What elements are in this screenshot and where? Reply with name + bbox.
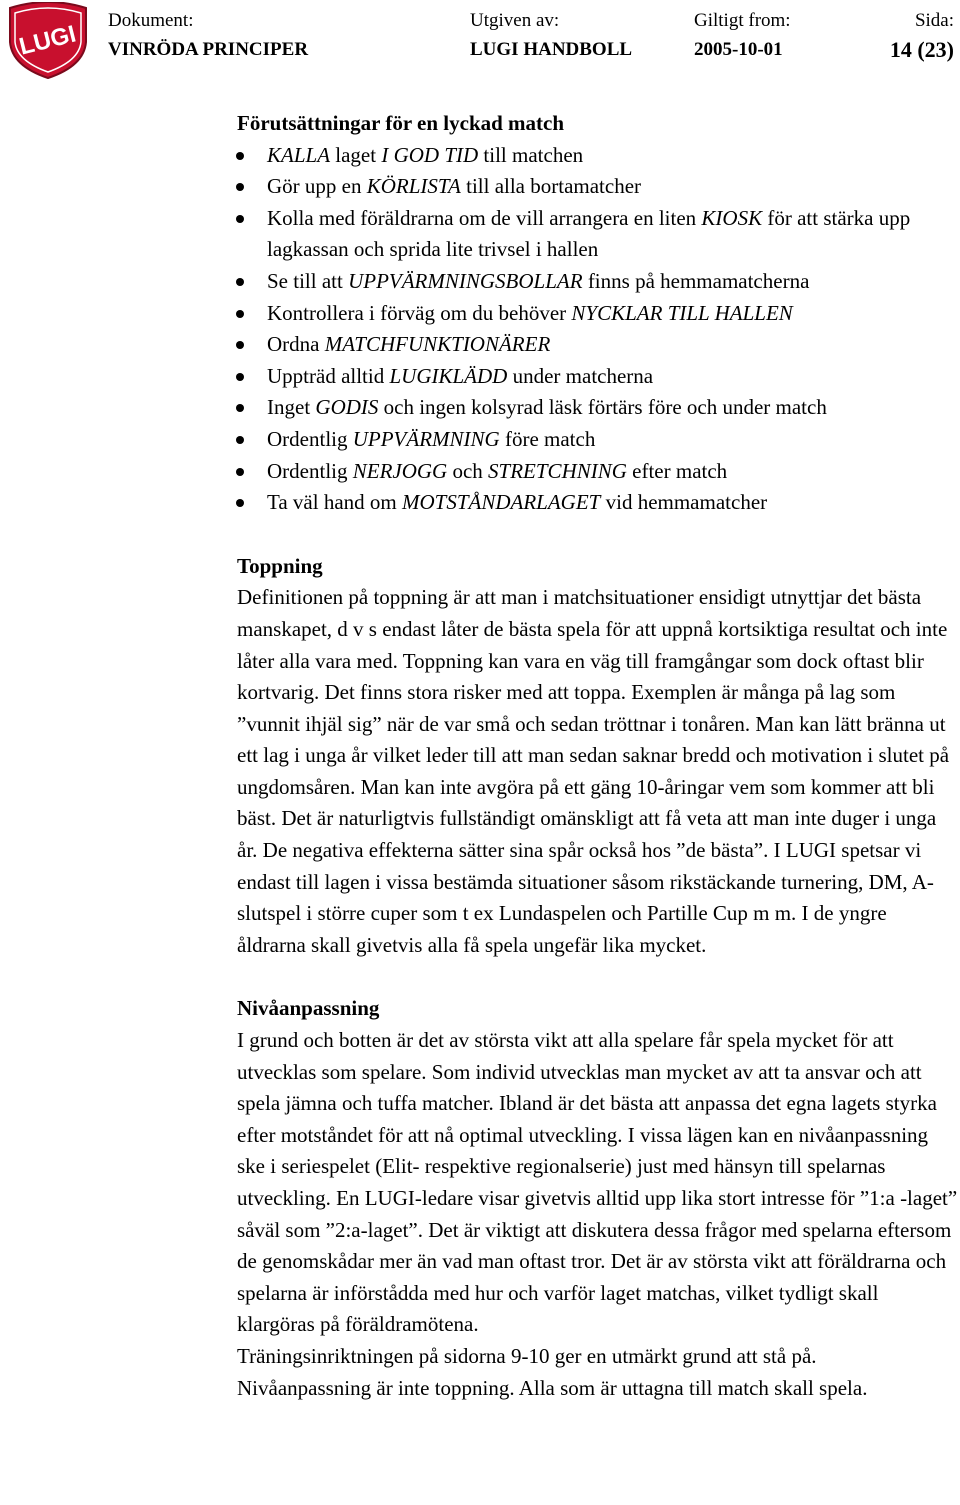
header-page	[890, 6, 954, 64]
checklist-item-text: KALLA	[267, 142, 331, 167]
nivaanpassning-line-summary: Nivåanpassning är inte toppning. Alla som är uttagna till match skall spela.	[237, 1375, 868, 1400]
checklist-item-text: under matcherna	[507, 363, 654, 388]
header-issued	[470, 6, 632, 64]
checklist-item-text: Ta väl hand om	[267, 490, 402, 515]
section-heading-nivaanpassning: Nivåanpassning	[237, 996, 380, 1021]
valid-label: Giltigt from:	[694, 10, 791, 31]
checklist-item-text: Inget	[267, 395, 316, 420]
nivaanpassning-line-training: Träningsinriktningen på sidorna 9-10 ger en utmärkt grund att stå på.	[237, 1343, 817, 1368]
checklist-item-text: och	[447, 458, 489, 483]
checklist-item-text: och ingen kolsyrad läsk förtärs före och under match	[378, 395, 827, 420]
checklist-item	[237, 140, 960, 172]
checklist-item-text: Ordentlig	[267, 458, 353, 483]
toppning-paragraph: Definitionen på toppning är att man i matchsituationer ensidigt utnyttjar det bästa manskapet, d v s endast låter de bästa spela för att uppnå kortsiktiga resultat och inte låter alla vara med. Toppning kan vara en väg till framgångar som dock oftast blir kortvarig. Det finns stora risker med att toppa. Exemplen är många på lag som ”vunnit ihjäl sig” när de var små och sedan tröttnar i tonåren. Man kan lätt bränna ut ett lag i unga år vilket leder till att man sedan saknar bredd och motivation i slutet på ungdomsåren. Man kan inte avgöra på ett gäng 10-åringar vem som kommer att bli bäst. Det är naturligtvis fullständigt omänskligt att få veta att man inte duger i unga år. De negativa effekterna sätter sina spår också hos ”de bästa”. I LUGI spetsar vi endast till lagen i vissa bestämda situationer såsom rikstäckande turnering, DM, A-slutspel i större cuper som t ex Lundaspelen och Partille Cup m m. I de yngre åldrarna skall givetvis alla få spela ungefär lika mycket.	[237, 585, 950, 957]
checklist-item-text: vid hemmamatcher	[600, 490, 768, 515]
section-heading-match: Förutsättningar för en lyckad match	[237, 111, 565, 135]
checklist-item	[237, 487, 960, 519]
checklist-item-text: LUGIKLÄDD	[389, 363, 508, 388]
issued-value: LUGI HANDBOLL	[470, 39, 633, 60]
checklist-item-text: I GOD TID	[381, 142, 479, 167]
checklist-item-text: Kolla med föräldrarna om de vill arrangera en liten	[267, 205, 702, 230]
checklist-item-text: laget	[330, 142, 382, 167]
checklist-item-text: Se till att	[267, 268, 349, 293]
checklist-item-text: MATCHFUNKTIONÄRER	[324, 332, 551, 357]
checklist-item-text: UPPVÄRMNING	[352, 426, 500, 451]
logo-text: LUGI	[16, 20, 79, 61]
page-number: 14 (23)	[889, 37, 954, 62]
checklist-item-text: efter match	[626, 458, 728, 483]
checklist-item-text: UPPVÄRMNINGSBOLLAR	[348, 268, 583, 293]
checklist-item-text: Kontrollera i förväg om du behöver	[267, 300, 572, 325]
header-document	[108, 6, 308, 64]
checklist-item-text: Ordna	[267, 332, 325, 357]
checklist-item-text: GODIS	[315, 395, 379, 420]
document-label: Dokument:	[108, 10, 194, 31]
checklist-item	[237, 392, 960, 424]
checklist-item-text: Uppträd alltid	[267, 363, 390, 388]
checklist-item	[237, 424, 960, 456]
checklist-item-text: Ordentlig	[267, 426, 353, 451]
checklist-item-text: STRETCHNING	[488, 458, 627, 483]
checklist-item-text: för att stärka upp lagkassan och sprida lite trivsel i hallen	[267, 205, 911, 262]
header-valid	[694, 6, 791, 64]
checklist-item-text: NYCKLAR TILL HALLEN	[571, 300, 793, 325]
checklist-item	[237, 361, 960, 393]
checklist-item-text: till matchen	[478, 142, 584, 167]
checklist-item	[237, 298, 960, 330]
checklist-item	[237, 266, 960, 298]
nivaanpassning-paragraph: I grund och botten är det av största vikt att alla spelare får spela mycket för att utvecklas som spelare. Som individ utvecklas man mycket av att ta ansvar och att spela jämna och tuffa matcher. Ibland är det bästa att anpassa det egna lagets styrka efter motståndet för att nå optimal utveckling. I vissa lägen kan en nivåanpassning ske i seriespelet (Elit- respektive regionalserie) just med hänsyn till spelarnas utveckling. En LUGI-ledare visar givetvis alltid upp lika stort intresse för ”1:a -laget” såväl som ”2:a-laget”. Det är viktigt att diskutera dessa frågor med spelarna eftersom de genomskådar mer än vad man oftast tror. Det är av största vikt att föräldrarna och spelarna är införstådda med hur och varför laget matchas, vilket tydligt skall klargöras på föräldramötena.	[237, 1028, 958, 1337]
valid-value: 2005-10-01	[694, 39, 783, 60]
checklist-item	[237, 456, 960, 488]
page-label: Sida:	[914, 10, 954, 31]
checklist-item-text: före match	[499, 426, 596, 451]
document-body	[237, 108, 960, 1404]
section-heading-toppning: Toppning	[237, 553, 323, 578]
checklist	[237, 140, 960, 519]
checklist-item-text: till alla bortamatcher	[460, 174, 642, 199]
checklist-item-text: KIOSK	[701, 205, 763, 230]
checklist-item	[237, 329, 960, 361]
checklist-item-text: finns på hemmamatcherna	[582, 268, 810, 293]
checklist-item	[237, 171, 960, 203]
checklist-item	[237, 203, 960, 266]
issued-label: Utgiven av:	[470, 10, 560, 31]
checklist-item-text: Gör upp en	[267, 174, 367, 199]
document-value: VINRÖDA PRINCIPER	[108, 39, 309, 60]
checklist-item-text: MOTSTÅNDARLAGET	[402, 490, 601, 515]
checklist-item-text: KÖRLISTA	[366, 174, 461, 199]
checklist-item-text: NERJOGG	[352, 458, 448, 483]
lugi-logo	[6, 2, 90, 80]
